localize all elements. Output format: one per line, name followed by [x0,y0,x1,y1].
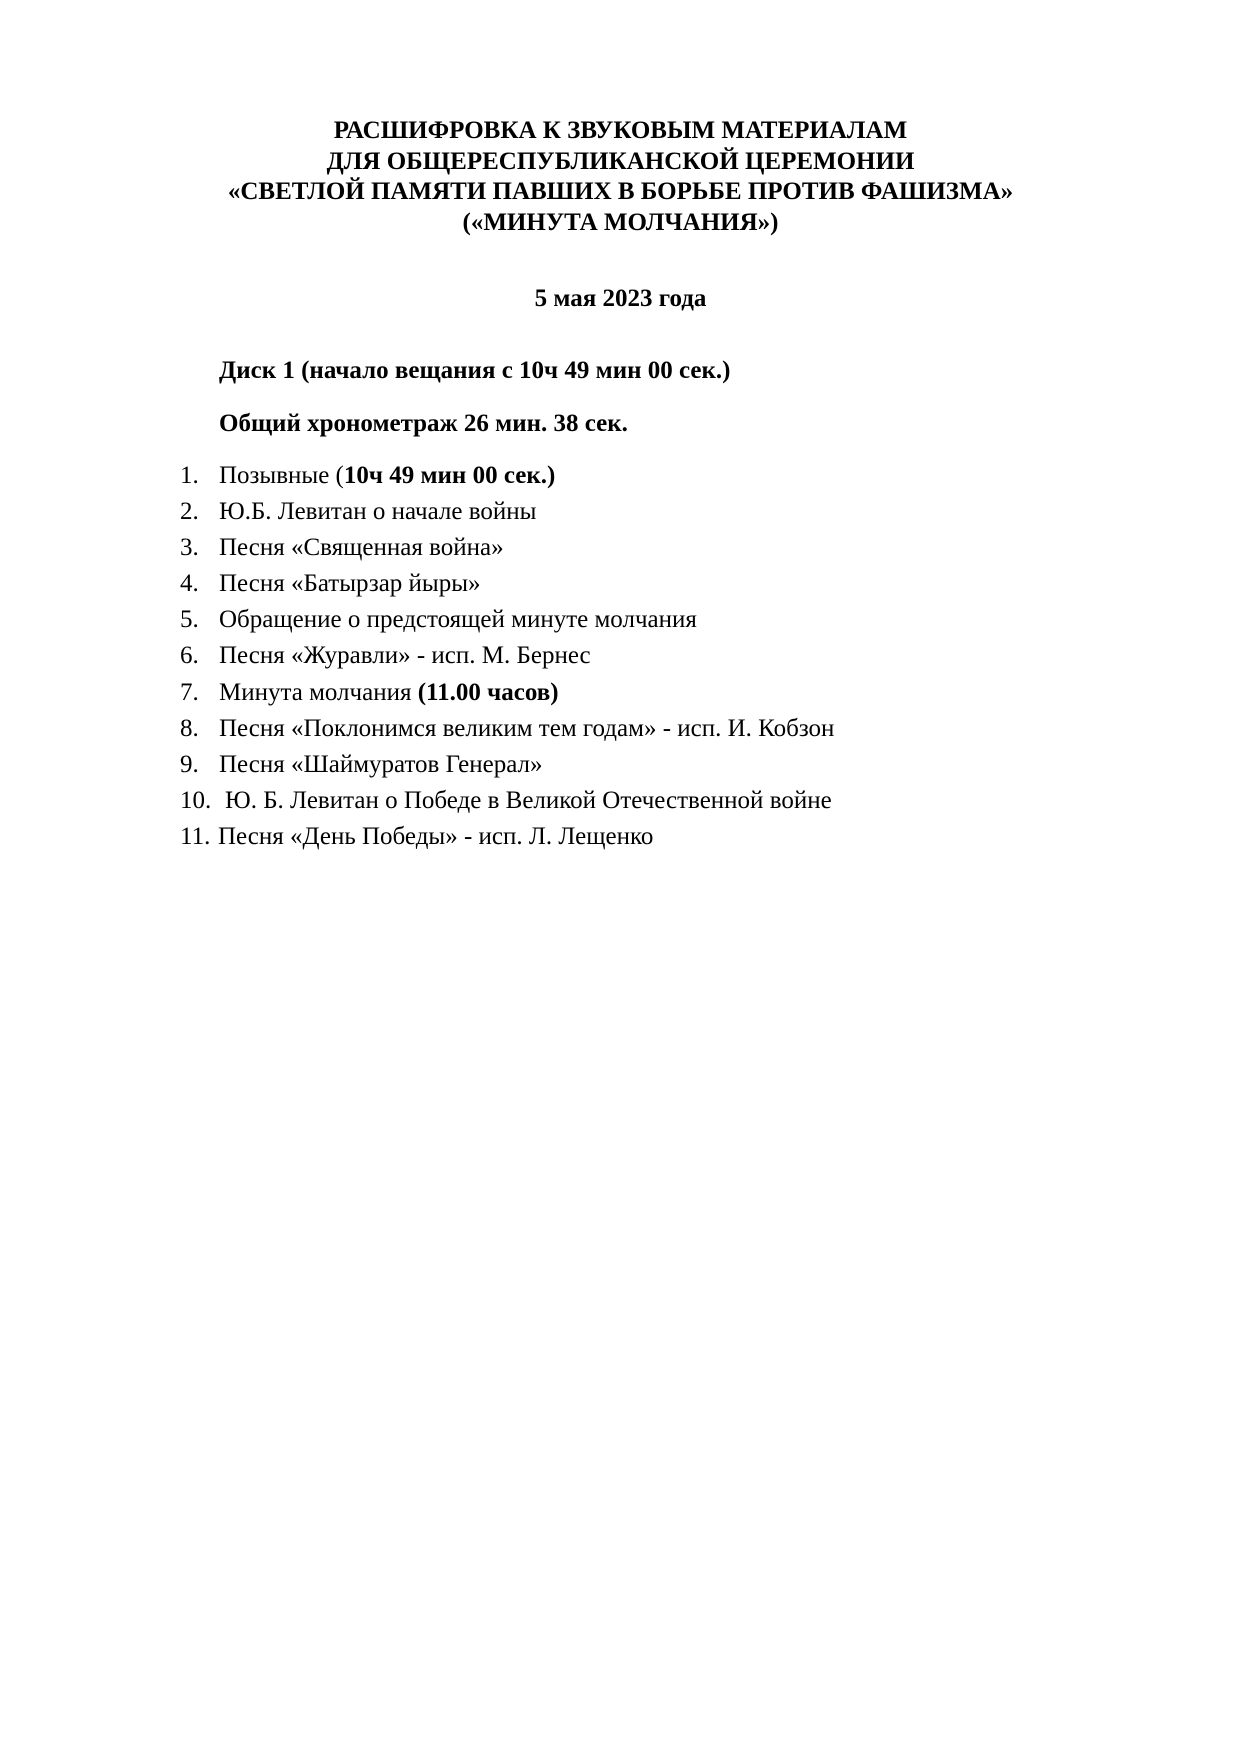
item-number: 7. [180,678,199,706]
item-number: 10. [180,786,212,814]
title-line-1: РАСШИФРОВКА К ЗВУКОВЫМ МАТЕРИАЛАМ [333,117,908,144]
list-item [180,461,1180,497]
item-text: Ю.Б. Левитан о начале войны [219,498,537,526]
document-title [0,116,1241,238]
item-text [219,678,559,708]
item-number: 11. [180,822,211,850]
item-time: (11.00 часов) [417,678,559,706]
item-number: 6. [180,642,199,670]
list-item [180,822,1180,858]
item-time: 10ч 49 мин 00 сек.) [343,462,556,489]
list-item [180,533,1180,569]
title-line-3: «СВЕТЛОЙ ПАМЯТИ ПАВШИХ В БОРЬБЕ ПРОТИВ ФАШИЗМА» [227,178,1014,205]
list-item [180,678,1180,714]
item-text: Песня «Шаймуратов Генерал» [219,750,543,778]
item-text: Песня «Батырзар йыры» [219,570,481,598]
item-number: 2. [180,498,199,526]
item-number: 1. [180,462,199,489]
item-text [219,461,555,491]
document-date: 5 мая 2023 года [534,285,707,312]
item-text: Песня «День Победы» - исп. Л. Лещенко [218,822,654,850]
total-duration: Общий хронометраж 26 мин. 38 сек. [219,410,628,437]
item-label: Минута молчания [219,678,418,706]
item-number: 5. [180,606,199,634]
item-text: Обращение о предстоящей минуте молчания [219,606,697,634]
item-label: Позывные ( [219,462,344,489]
list-item [180,569,1180,605]
item-number: 4. [180,570,199,598]
track-list [180,461,1180,858]
item-number: 3. [180,534,199,562]
list-item [180,605,1180,641]
item-text: Песня «Поклонимся великим тем годам» - исп. И. Кобзон [219,714,835,742]
item-number: 8. [180,714,199,742]
list-item [180,750,1180,786]
list-item [180,641,1180,677]
item-number: 9. [180,750,199,778]
list-item [180,786,1180,822]
item-text: Ю. Б. Левитан о Победе в Великой Отечественной войне [225,786,832,814]
title-line-4: («МИНУТА МОЛЧАНИЯ») [462,208,779,236]
list-item [180,714,1180,750]
disk-info: Диск 1 (начало вещания с 10ч 49 мин 00 сек.) [219,357,731,384]
list-item [180,497,1180,533]
item-text: Песня «Священная война» [219,534,504,562]
title-line-2: ДЛЯ ОБЩЕРЕСПУБЛИКАНСКОЙ ЦЕРЕМОНИИ [326,147,915,175]
item-text: Песня «Журавли» - исп. М. Бернес [219,642,591,670]
